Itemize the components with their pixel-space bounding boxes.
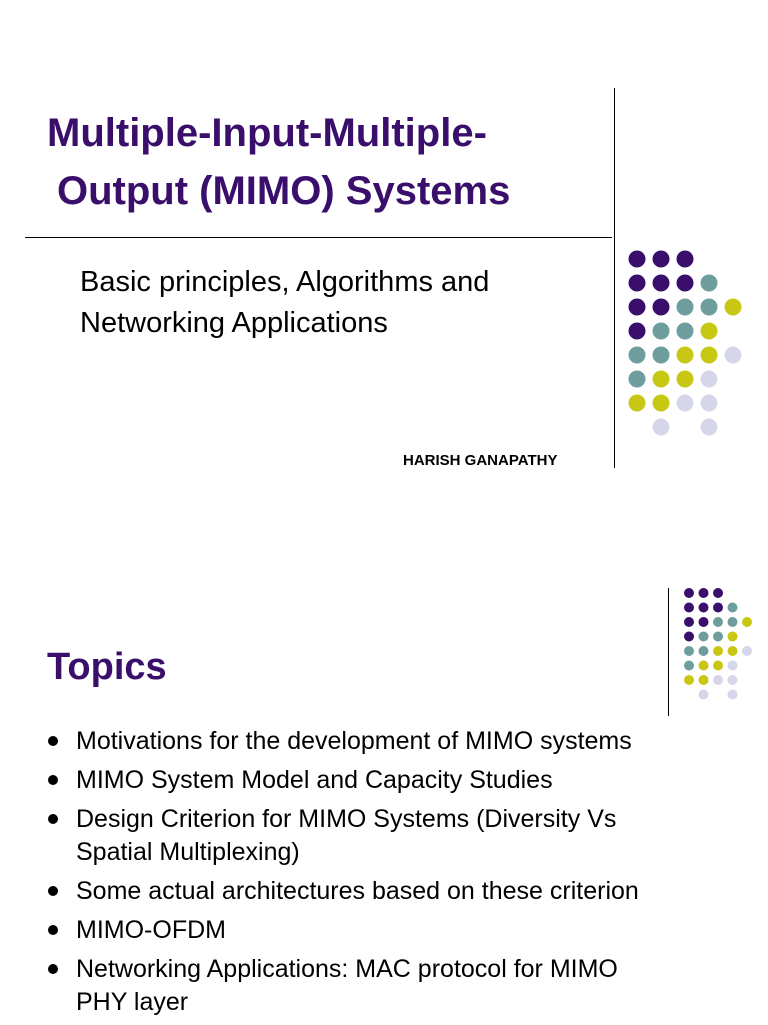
dot-lavender bbox=[728, 690, 738, 700]
dot-teal bbox=[713, 617, 723, 627]
dot-teal bbox=[677, 323, 694, 340]
dot-purple bbox=[684, 603, 694, 613]
topic-item-text: Design Criterion for MIMO Systems (Diversity Vs bbox=[76, 805, 617, 833]
dot-teal bbox=[701, 299, 718, 316]
dot-purple bbox=[699, 617, 709, 627]
dot-lavender bbox=[728, 661, 738, 671]
dot-lavender bbox=[677, 395, 694, 412]
dot-lavender bbox=[713, 675, 723, 685]
dot-purple bbox=[629, 275, 646, 292]
topic-item-text: PHY layer bbox=[76, 988, 189, 1016]
dot-teal bbox=[677, 299, 694, 316]
decorative-dot-grid bbox=[0, 0, 768, 512]
topic-item-text: MIMO System Model and Capacity Studies bbox=[76, 766, 553, 794]
dot-lavender bbox=[701, 419, 718, 436]
dot-purple bbox=[629, 299, 646, 316]
topic-item-text: Motivations for the development of MIMO systems bbox=[76, 727, 632, 755]
dot-lavender bbox=[701, 371, 718, 388]
dot-purple bbox=[684, 588, 694, 598]
dot-yellow bbox=[699, 661, 709, 671]
dot-purple bbox=[629, 251, 646, 268]
dot-teal bbox=[728, 603, 738, 613]
dot-yellow bbox=[677, 371, 694, 388]
dot-teal bbox=[629, 371, 646, 388]
dot-yellow bbox=[728, 632, 738, 642]
dot-lavender bbox=[699, 690, 709, 700]
dot-lavender bbox=[728, 675, 738, 685]
dot-yellow bbox=[701, 347, 718, 364]
dot-purple bbox=[653, 251, 670, 268]
dot-purple bbox=[684, 632, 694, 642]
dot-yellow bbox=[725, 299, 742, 316]
dot-lavender bbox=[653, 419, 670, 436]
dot-yellow bbox=[653, 371, 670, 388]
dot-yellow bbox=[699, 675, 709, 685]
dot-yellow bbox=[742, 617, 752, 627]
dot-teal bbox=[699, 632, 709, 642]
dot-purple bbox=[699, 588, 709, 598]
slide-title bbox=[0, 0, 768, 512]
dot-purple bbox=[677, 251, 694, 268]
dot-yellow bbox=[653, 395, 670, 412]
dot-teal bbox=[701, 275, 718, 292]
dot-teal bbox=[699, 646, 709, 656]
subtitle-line-2: Networking Applications bbox=[80, 307, 388, 339]
decorative-dot-grid bbox=[0, 512, 768, 1024]
dot-teal bbox=[629, 347, 646, 364]
dot-purple bbox=[677, 275, 694, 292]
slide-topics bbox=[0, 512, 768, 1024]
dot-purple bbox=[653, 275, 670, 292]
dot-purple bbox=[629, 323, 646, 340]
dot-teal bbox=[713, 632, 723, 642]
author-name: HARISH GANAPATHY bbox=[403, 452, 558, 469]
dot-purple bbox=[713, 588, 723, 598]
dot-teal bbox=[684, 661, 694, 671]
dot-yellow bbox=[629, 395, 646, 412]
topic-item-text: Some actual architectures based on these criterion bbox=[76, 877, 639, 905]
topic-item-text: MIMO-OFDM bbox=[76, 916, 226, 944]
dot-yellow bbox=[713, 661, 723, 671]
title-line-1: Multiple-Input-Multiple- bbox=[47, 111, 487, 155]
dot-yellow bbox=[677, 347, 694, 364]
dot-teal bbox=[653, 347, 670, 364]
dot-lavender bbox=[725, 347, 742, 364]
topic-item-text: Spatial Multiplexing) bbox=[76, 838, 300, 866]
topic-item-text: Networking Applications: MAC protocol for MIMO bbox=[76, 955, 618, 983]
subtitle-line-1: Basic principles, Algorithms and bbox=[80, 266, 490, 298]
dot-teal bbox=[653, 323, 670, 340]
dot-yellow bbox=[713, 646, 723, 656]
title-line-2: Output (MIMO) Systems bbox=[57, 169, 511, 213]
dot-teal bbox=[728, 617, 738, 627]
slide-topics-heading: Topics bbox=[47, 646, 167, 688]
dot-yellow bbox=[684, 675, 694, 685]
dot-purple bbox=[699, 603, 709, 613]
dot-yellow bbox=[728, 646, 738, 656]
dot-purple bbox=[713, 603, 723, 613]
dot-teal bbox=[684, 646, 694, 656]
dot-purple bbox=[653, 299, 670, 316]
dot-lavender bbox=[701, 395, 718, 412]
dot-purple bbox=[684, 617, 694, 627]
dot-lavender bbox=[742, 646, 752, 656]
dot-yellow bbox=[701, 323, 718, 340]
